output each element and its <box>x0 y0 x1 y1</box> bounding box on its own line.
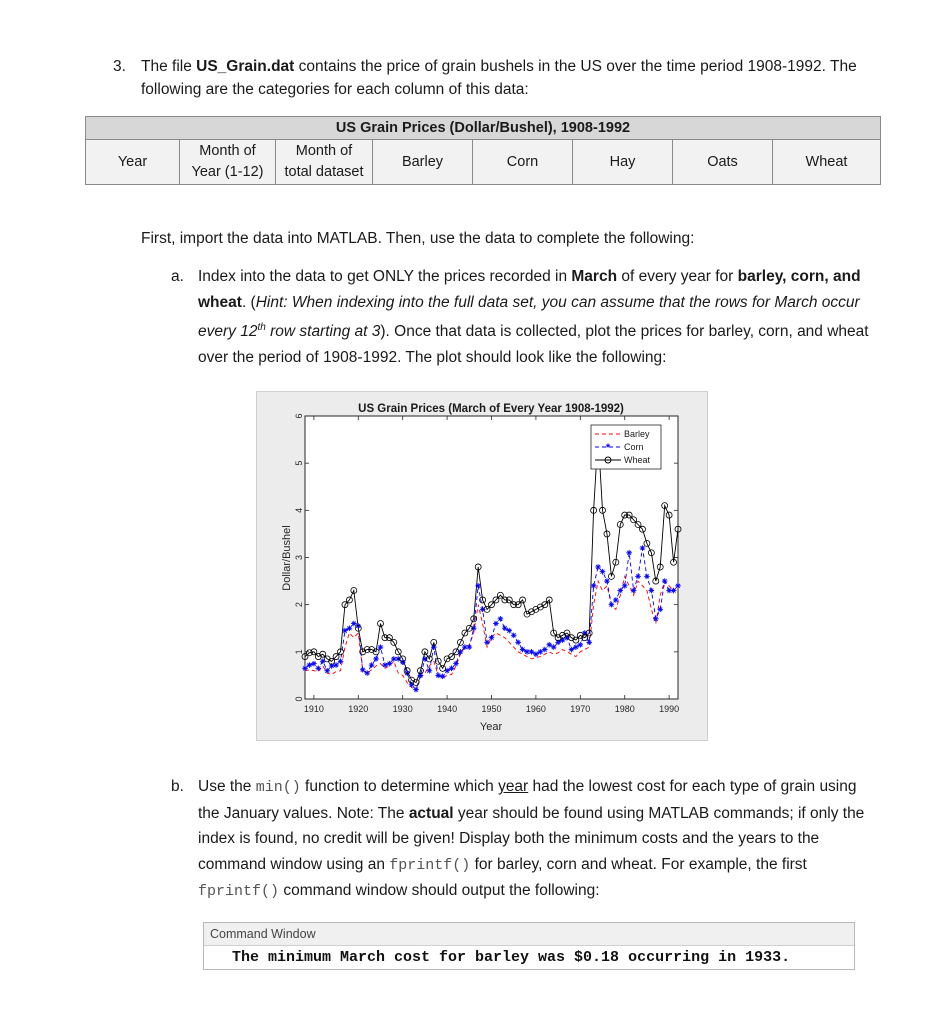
corn-point <box>387 661 393 667</box>
corn-point <box>626 550 632 556</box>
problem-number: 3. <box>113 58 126 75</box>
x-axis-label: Year <box>479 721 503 733</box>
part-a-line1: Index into the data to get ONLY the prices recorded in March of every year for barley, corn, and <box>198 268 861 285</box>
y-tick-label: 4 <box>294 507 304 513</box>
corn-point <box>489 635 495 641</box>
corn-point <box>653 616 659 622</box>
intro-text-1: The file <box>141 58 197 75</box>
part-a-label: a. <box>171 268 184 285</box>
col-oats: Oats <box>673 140 773 185</box>
part-b-line5: fprintf() command window should output the following: <box>198 882 600 900</box>
command-window <box>203 922 855 970</box>
corn-point <box>595 564 601 570</box>
corn-point <box>302 666 308 672</box>
part-b-line4: command window using an fprintf() for barley, corn and wheat. For example, the first <box>198 855 807 874</box>
legend-corn-marker: * <box>605 442 611 454</box>
part-a-line3: every 12th row starting at 3). Once that data is collected, plot the prices for barley, corn, and wheat <box>198 322 869 341</box>
problem-intro-line2: following are the categories for each column of this data: <box>141 81 529 98</box>
x-tick-label: 1960 <box>525 704 546 714</box>
y-tick-label: 5 <box>294 460 304 466</box>
x-tick-label: 1920 <box>348 704 369 714</box>
col-wheat: Wheat <box>773 140 881 185</box>
col-corn: Corn <box>473 140 573 185</box>
y-tick-label: 0 <box>294 696 304 702</box>
corn-point <box>484 640 490 646</box>
x-tick-label: 1910 <box>303 704 324 714</box>
x-tick-label: 1950 <box>481 704 502 714</box>
grain-price-chart <box>257 392 707 740</box>
matlab-figure <box>256 391 708 741</box>
command-window-title: Command Window <box>204 923 854 946</box>
grain-columns-table <box>85 116 881 185</box>
problem-intro <box>141 54 857 80</box>
y-axis-label: Dollar/Bushel <box>281 525 293 591</box>
y-tick-label: 6 <box>294 413 304 419</box>
y-tick-label: 1 <box>294 649 304 655</box>
part-b-line2: the January values. Note: The actual year should be found using MATLAB commands; if only the <box>198 804 865 822</box>
corn-point <box>493 621 499 627</box>
legend-wheat-label: Wheat <box>624 455 651 465</box>
y-tick-label: 3 <box>294 554 304 561</box>
filename: US_Grain.dat <box>196 58 295 75</box>
corn-point <box>347 625 353 631</box>
part-b-line3: index is found, no credit will be given! Display both the minimum costs and the years to the <box>198 830 820 847</box>
table-title: US Grain Prices (Dollar/Bushel), 1908-1992 <box>86 117 881 140</box>
col-hay: Hay <box>573 140 673 185</box>
part-b-label: b. <box>171 778 184 795</box>
command-window-output: The minimum March cost for barley was $0.18 occurring in 1933. <box>232 949 791 966</box>
part-a-line4: over the period of 1908-1992. The plot should look like the following: <box>198 348 667 366</box>
chart-legend <box>591 425 661 469</box>
corn-point <box>453 661 459 667</box>
corn-point <box>413 687 419 693</box>
part-a-line2: wheat. (Hint: When indexing into the full data set, you can assume that the rows for March occur <box>198 293 860 311</box>
col-month-total: Month of total dataset <box>276 140 373 185</box>
x-tick-label: 1970 <box>570 704 591 714</box>
x-tick-label: 1980 <box>614 704 635 714</box>
legend-corn-label: Corn <box>624 442 644 452</box>
first-instruction: First, import the data into MATLAB. Then, use the data to complete the following: <box>141 230 695 247</box>
col-year: Year <box>86 140 180 185</box>
corn-point <box>675 583 681 589</box>
chart-title: US Grain Prices (March of Every Year 1908-1992) <box>358 403 624 415</box>
x-tick-label: 1990 <box>659 704 680 714</box>
corn-point <box>311 661 317 667</box>
x-tick-label: 1940 <box>437 704 458 714</box>
legend-barley-label: Barley <box>624 429 650 439</box>
col-month-year: Month of Year (1-12) <box>180 140 276 185</box>
intro-text-2: contains the price of grain bushels in the US over the time period 1908-1992. The <box>294 58 857 75</box>
col-barley: Barley <box>373 140 473 185</box>
corn-point <box>449 666 455 672</box>
part-b-text <box>198 774 888 905</box>
y-tick-label: 2 <box>294 602 304 608</box>
x-tick-label: 1930 <box>392 704 413 714</box>
part-b-line1: Use the min() function to determine which year had the lowest cost for each type of grain using <box>198 778 857 796</box>
part-a-text <box>198 264 888 370</box>
